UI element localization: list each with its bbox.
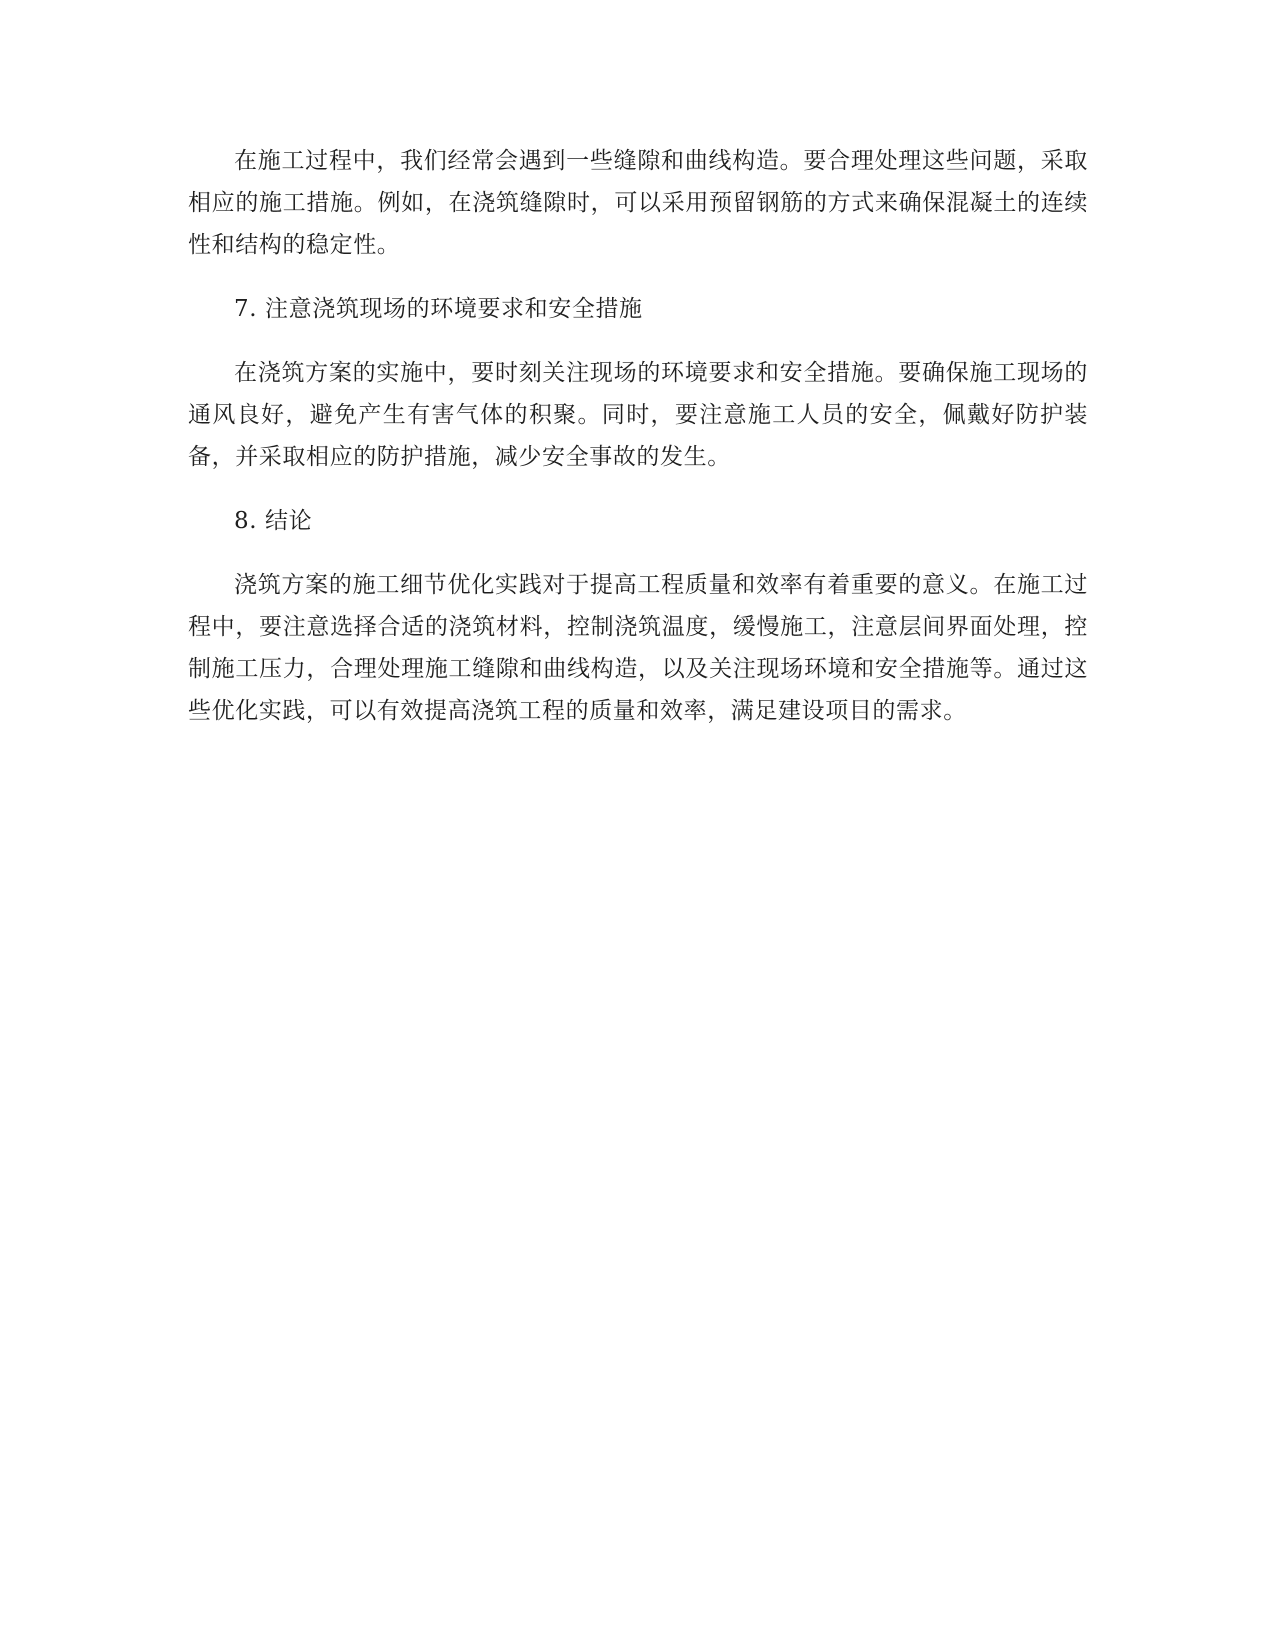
section-heading-8: 8. 结论: [234, 508, 313, 534]
paragraph-conclusion: 浇筑方案的施工细节优化实践对于提高工程质量和效率有着重要的意义。在施工过程中，要注意选择合适的浇筑材料，控制浇筑温度，缓慢施工，注意层间界面处理，控制施工压力，合理处理施工缝隙和曲线构造，以及关注现场环境和安全措施等。通过这些优化实践，可以有效提高浇筑工程的质量和效率，满足建设项目的需求。: [188, 572, 1088, 724]
document-body: [188, 140, 1088, 754]
section-heading-7: 7. 注意浇筑现场的环境要求和安全措施: [234, 296, 643, 322]
paragraph-gaps-and-curves: 在施工过程中，我们经常会遇到一些缝隙和曲线构造。要合理处理这些问题，采取相应的施工措施。例如，在浇筑缝隙时，可以采用预留钢筋的方式来确保混凝土的连续性和结构的稳定性。: [188, 148, 1088, 258]
paragraph-environment-safety: 在浇筑方案的实施中，要时刻关注现场的环境要求和安全措施。要确保施工现场的通风良好，避免产生有害气体的积聚。同时，要注意施工人员的安全，佩戴好防护装备，并采取相应的防护措施，减少安全事故的发生。: [188, 360, 1088, 470]
